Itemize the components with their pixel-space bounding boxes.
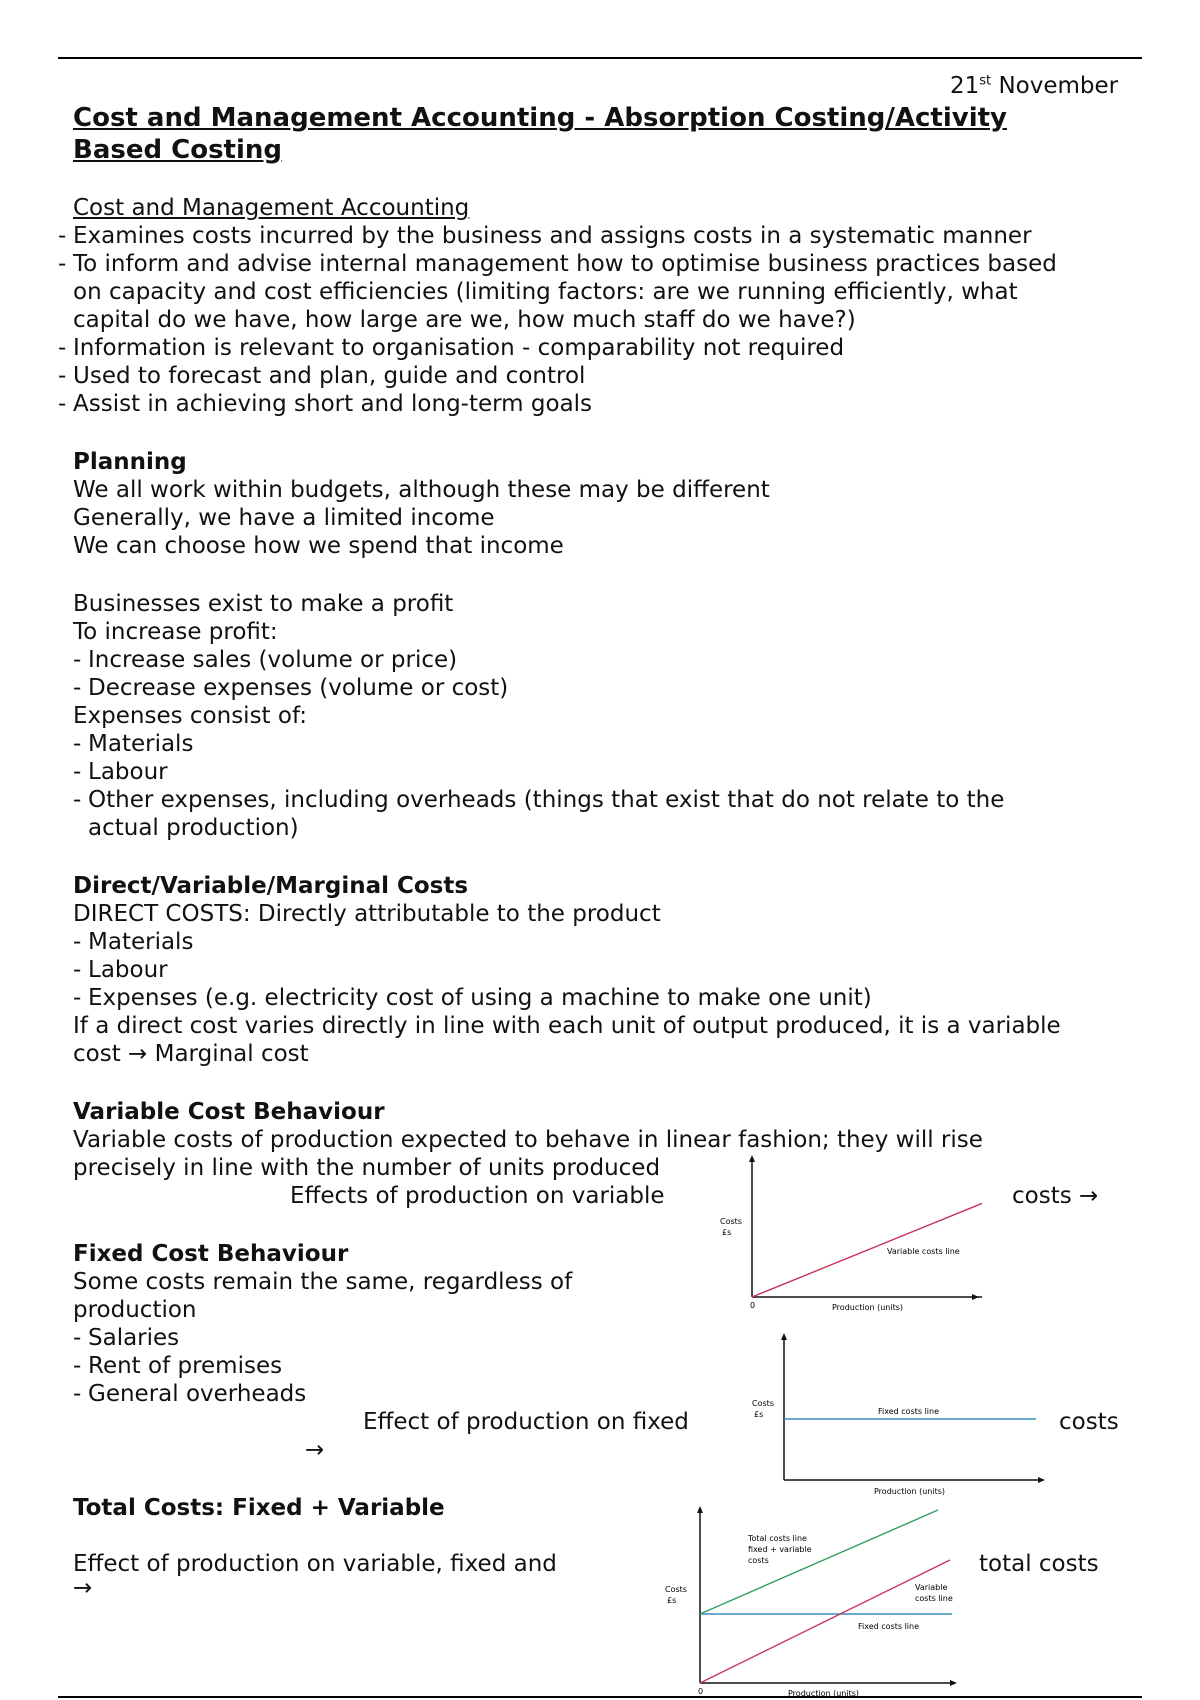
total-chart-origin: 0 <box>698 1687 704 1696</box>
direct-bullet-2: - Labour <box>73 957 168 983</box>
direct-note-1: If a direct cost varies directly in line with each unit of output produced, it is a variable <box>73 1013 1061 1039</box>
variable-chart-xlabel: Production (units) <box>832 1303 904 1312</box>
total-effect-left: Effect of production on variable, fixed and <box>73 1551 557 1577</box>
fixed-bullet-1: - Salaries <box>73 1325 180 1351</box>
total-chart-total-label-1: Total costs line <box>748 1534 807 1543</box>
variable-effect-left: Effects of production on variable <box>290 1183 665 1209</box>
fixed-cost-chart <box>750 1332 1050 1502</box>
cma-heading: Cost and Management Accounting <box>73 195 470 221</box>
total-effect-arrow: → <box>73 1575 93 1601</box>
planning-line-3: We can choose how we spend that income <box>73 533 564 559</box>
total-chart-variable-label-1: Variable <box>915 1583 948 1592</box>
bottom-rule <box>58 1696 1142 1698</box>
fixed-chart-ylabel2: £s <box>754 1410 764 1419</box>
planning-line-1: We all work within budgets, although these may be different <box>73 477 770 503</box>
expense-bullet-3: - Other expenses, including overheads (things that exist that do not relate to the <box>73 787 1005 813</box>
variable-line-2: precisely in line with the number of units produced <box>73 1155 661 1181</box>
variable-cost-chart <box>712 1152 982 1312</box>
variable-chart-line-label: Variable costs line <box>887 1247 960 1256</box>
direct-heading: Direct/Variable/Marginal Costs <box>73 873 469 899</box>
expense-bullet-3-cont: actual production) <box>88 815 299 841</box>
direct-bullet-3: - Expenses (e.g. electricity cost of using a machine to make one unit) <box>73 985 872 1011</box>
fixed-bullet-3: - General overheads <box>73 1381 307 1407</box>
date-day: 21 <box>950 73 980 99</box>
variable-line-1: Variable costs of production expected to behave in linear fashion; they will rise <box>73 1127 983 1153</box>
cma-bullet-2: - To inform and advise internal management how to optimise business practices based <box>58 251 1057 277</box>
total-chart-total-label-3: costs <box>748 1556 769 1565</box>
fixed-chart-xlabel: Production (units) <box>874 1487 946 1496</box>
total-chart-ylabel2: £s <box>667 1596 677 1605</box>
page-title-line2: Based Costing <box>73 135 283 165</box>
cma-bullet-1: - Examines costs incurred by the business and assigns costs in a systematic manner <box>58 223 1032 249</box>
profit-line: Businesses exist to make a profit <box>73 591 454 617</box>
total-chart-total-line <box>700 1510 938 1614</box>
planning-heading: Planning <box>73 449 187 475</box>
expense-bullet-1: - Materials <box>73 731 194 757</box>
date-suffix: st <box>979 73 992 89</box>
direct-bullet-1: - Materials <box>73 929 194 955</box>
date <box>950 72 1118 100</box>
fixed-line-2: production <box>73 1297 197 1323</box>
variable-chart-origin: 0 <box>750 1301 756 1310</box>
fixed-effect-left: Effect of production on fixed <box>363 1409 689 1435</box>
total-chart-ylabel: Costs <box>665 1585 687 1594</box>
fixed-effect-right: costs <box>1059 1409 1119 1435</box>
cma-bullet-5: - Assist in achieving short and long-term goals <box>58 391 593 417</box>
variable-effect-right: costs → <box>1012 1183 1099 1209</box>
variable-chart-ylabel: Costs <box>720 1217 742 1226</box>
cma-bullet-4: - Used to forecast and plan, guide and control <box>58 363 586 389</box>
cma-bullet-3: - Information is relevant to organisation - comparability not required <box>58 335 845 361</box>
expenses-line: Expenses consist of: <box>73 703 307 729</box>
total-heading: Total Costs: Fixed + Variable <box>73 1495 445 1521</box>
total-chart-total-label-2: fixed + variable <box>748 1545 812 1554</box>
total-chart-y-arrow <box>697 1506 703 1513</box>
total-effect-right: total costs <box>979 1551 1099 1577</box>
variable-chart-ylabel2: £s <box>722 1228 732 1237</box>
fixed-chart-x-arrow <box>1038 1477 1045 1483</box>
top-rule <box>58 57 1142 59</box>
total-chart-fixed-label: Fixed costs line <box>858 1622 920 1631</box>
fixed-chart-ylabel: Costs <box>752 1399 774 1408</box>
variable-chart-x-arrow <box>972 1294 979 1300</box>
date-month: November <box>991 73 1119 99</box>
fixed-heading: Fixed Cost Behaviour <box>73 1241 349 1267</box>
direct-intro: DIRECT COSTS: Directly attributable to the product <box>73 901 661 927</box>
page-title-line1: Cost and Management Accounting - Absorption Costing/Activity <box>73 103 1007 133</box>
expense-bullet-2: - Labour <box>73 759 168 785</box>
variable-heading: Variable Cost Behaviour <box>73 1099 385 1125</box>
fixed-chart-line-label: Fixed costs line <box>878 1407 940 1416</box>
increase-bullet-1: - Increase sales (volume or price) <box>73 647 458 673</box>
fixed-chart-y-arrow <box>781 1333 787 1340</box>
fixed-bullet-2: - Rent of premises <box>73 1353 283 1379</box>
increase-bullet-2: - Decrease expenses (volume or cost) <box>73 675 509 701</box>
planning-line-2: Generally, we have a limited income <box>73 505 495 531</box>
direct-note-2: cost → Marginal cost <box>73 1041 309 1067</box>
total-chart-xlabel: Production (units) <box>788 1689 860 1698</box>
fixed-effect-arrow: → <box>305 1437 325 1463</box>
increase-line: To increase profit: <box>73 619 278 645</box>
cma-bullet-2-cont-1: on capacity and cost efficiencies (limiting factors: are we running efficiently, what <box>73 279 1018 305</box>
cma-bullet-2-cont-2: capital do we have, how large are we, how much staff do we have?) <box>73 307 856 333</box>
total-cost-chart <box>660 1505 980 1700</box>
variable-chart-y-arrow <box>749 1155 755 1162</box>
total-chart-x-arrow <box>950 1680 957 1686</box>
total-chart-variable-label-2: costs line <box>915 1594 953 1603</box>
fixed-line-1: Some costs remain the same, regardless of <box>73 1269 573 1295</box>
